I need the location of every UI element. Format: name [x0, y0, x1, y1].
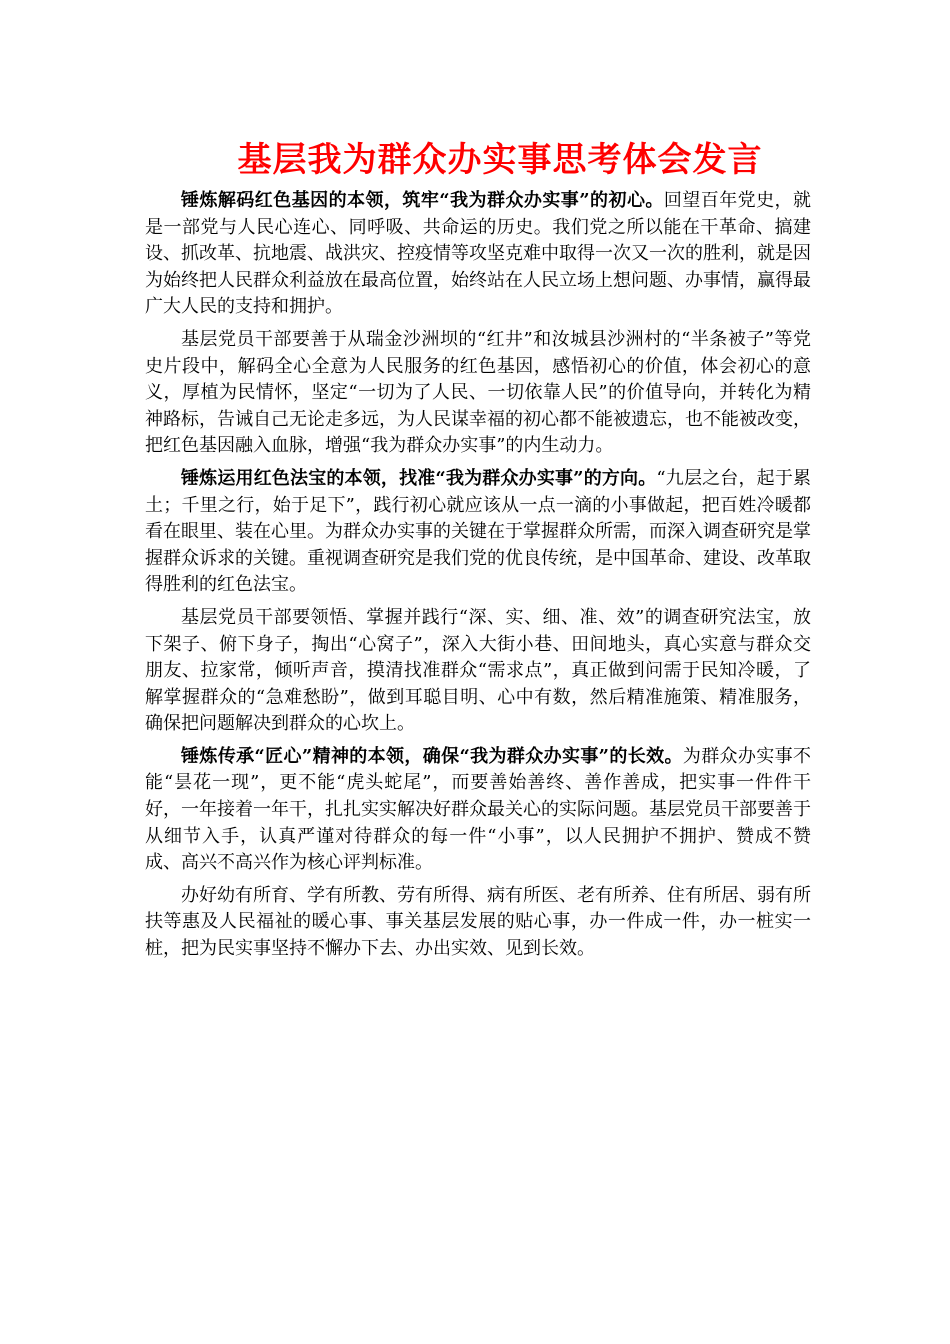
paragraph-1-text: 回望百年党史，就是一部党与人民心连心、同呼吸、共命运的历史。我们党之所以能在干革命、搞建设、抓改革、抗地震、战洪灾、控疫情等攻坚克难中取得一次又一次的胜利，就是因为始终把人民群众利益放在最高位置，始终站在人民立场上想问题、办事情，赢得最广大人民的支持和拥护。 — [145, 190, 811, 318]
paragraph-5-text: 为群众办实事不能“昙花一现”，更不能“虎头蛇尾”，而要善始善终、善作善成，把实事一件件干好，一年接着一年干，扎扎实实解决好群众最关心的实际问题。基层党员干部要善于从细节入手，认真严谨对待群众的每一件“小事”，以人民拥护不拥护、赞成不赞成、高兴不高兴作为核心评判标准。 — [145, 745, 811, 874]
document-body — [145, 188, 811, 969]
paragraph-1 — [145, 188, 811, 321]
paragraph-4-text: 基层党员干部要领悟、掌握并践行“深、实、细、准、效”的调查研究法宝，放下架子、俯下身子，掏出“心窝子”，深入大街小巷、田间地头，真心实意与群众交朋友、拉家常，倾听声音，摸清找准群众“需求点”，真正做到问需于民知冷暖，了解掌握群众的“急难愁盼”，做到耳聪目明、心中有数，然后精准施策、精准服务，确保把问题解决到群众的心坎上。 — [145, 606, 811, 735]
paragraph-5-lead: 锤炼传承“匠心”精神的本领，确保“我为群众办实事”的长效。 — [181, 745, 683, 767]
paragraph-6-text: 办好幼有所育、学有所教、劳有所得、病有所医、老有所养、住有所居、弱有所扶等惠及人民福祉的暖心事、事关基层发展的贴心事，办一件成一件，办一桩实一桩，把为民实事坚持不懈办下去、办出实效、见到长效。 — [145, 884, 811, 960]
paragraph-5 — [145, 744, 811, 877]
document-title: 基层我为群众办实事思考体会发言 — [237, 140, 763, 180]
paragraph-2-text: 基层党员干部要善于从瑞金沙洲坝的“红井”和汝城县沙洲村的“半条被子”等党史片段中，解码全心全意为人民服务的红色基因，感悟初心的价值，体会初心的意义，厚植为民情怀，坚定“一切为了人民、一切依靠人民”的价值导向，并转化为精神路标，告诫自己无论走多远，为人民谋幸福的初心都不能被遗忘，也不能被改变，把红色基因融入血脉，增强“我为群众办实事”的内生动力。 — [145, 328, 811, 457]
paragraph-3-text: “九层之台，起于累土；千里之行，始于足下”，践行初心就应该从一点一滴的小事做起，把百姓冷暖都看在眼里、装在心里。为群众办实事的关键在于掌握群众所需，而深入调查研究是掌握群众诉求的关键。重视调查研究是我们党的优良传统，是中国革命、建设、改革取得胜利的红色法宝。 — [145, 467, 811, 596]
paragraph-3 — [145, 466, 811, 599]
paragraph-4 — [145, 605, 811, 738]
paragraph-1-lead: 锤炼解码红色基因的本领，筑牢“我为群众办实事”的初心。 — [181, 190, 664, 211]
paragraph-6 — [145, 883, 811, 963]
paragraph-3-lead: 锤炼运用红色法宝的本领，找准“我为群众办实事”的方向。 — [181, 467, 657, 489]
paragraph-2 — [145, 327, 811, 460]
